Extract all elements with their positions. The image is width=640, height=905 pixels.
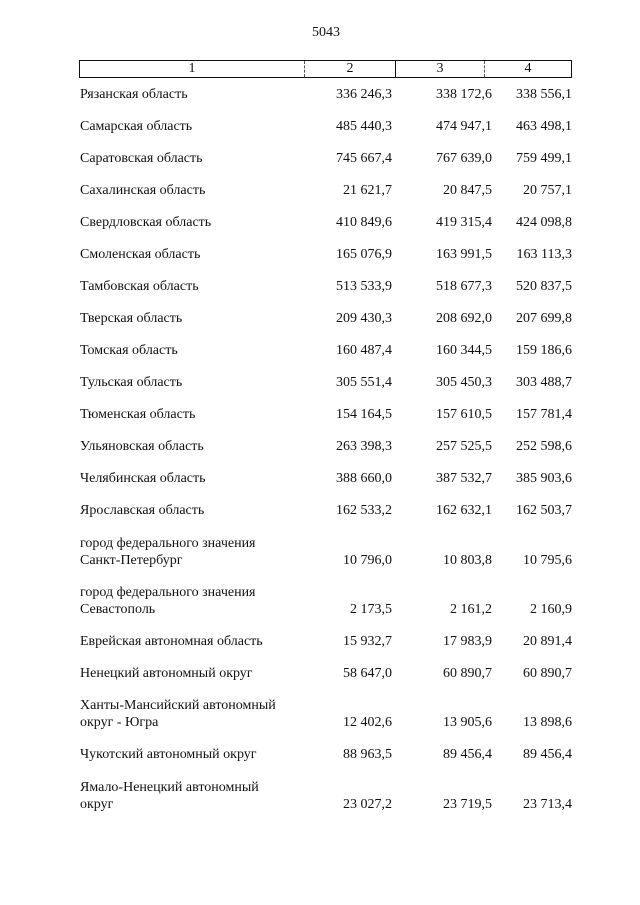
value-col-4: 207 699,8 [516, 311, 572, 326]
region-name: Ненецкий автономный округ [80, 666, 253, 681]
value-col-3: 2 161,2 [450, 602, 492, 617]
value-col-3: 23 719,5 [443, 797, 492, 812]
value-col-3: 387 532,7 [436, 471, 492, 486]
value-col-4: 89 456,4 [523, 747, 572, 762]
value-col-4: 252 598,6 [516, 439, 572, 454]
value-col-2: 10 796,0 [343, 553, 392, 568]
value-col-3: 13 905,6 [443, 715, 492, 730]
value-col-2: 336 246,3 [336, 87, 392, 102]
value-col-3: 17 983,9 [443, 634, 492, 649]
value-col-4: 10 795,6 [523, 553, 572, 568]
value-col-2: 21 621,7 [343, 183, 392, 198]
value-col-2: 2 173,5 [350, 602, 392, 617]
region-name: Сахалинская область [80, 183, 206, 198]
value-col-4: 60 890,7 [523, 666, 572, 681]
value-col-4: 163 113,3 [516, 247, 572, 262]
region-name: Тюменская область [80, 407, 196, 422]
value-col-2: 745 667,4 [336, 151, 392, 166]
value-col-4: 157 781,4 [516, 407, 572, 422]
value-col-2: 58 647,0 [343, 666, 392, 681]
value-col-3: 163 991,5 [436, 247, 492, 262]
value-col-3: 257 525,5 [436, 439, 492, 454]
value-col-3: 20 847,5 [443, 183, 492, 198]
value-col-4: 20 757,1 [523, 183, 572, 198]
column-header-1: 1 [80, 61, 305, 77]
value-col-2: 15 932,7 [343, 634, 392, 649]
column-header-3: 3 [396, 61, 485, 77]
value-col-2: 263 398,3 [336, 439, 392, 454]
value-col-4: 2 160,9 [530, 602, 572, 617]
value-col-4: 385 903,6 [516, 471, 572, 486]
value-col-4: 759 499,1 [516, 151, 572, 166]
value-col-3: 474 947,1 [436, 119, 492, 134]
value-col-3: 419 315,4 [436, 215, 492, 230]
value-col-3: 162 632,1 [436, 503, 492, 518]
region-name: Ярославская область [80, 503, 205, 518]
value-col-4: 303 488,7 [516, 375, 572, 390]
value-col-3: 208 692,0 [436, 311, 492, 326]
value-col-2: 12 402,6 [343, 715, 392, 730]
region-name: Саратовская область [80, 151, 203, 166]
region-name: Чукотский автономный округ [80, 747, 257, 762]
value-col-2: 513 533,9 [336, 279, 392, 294]
value-col-3: 89 456,4 [443, 747, 492, 762]
value-col-2: 162 533,2 [336, 503, 392, 518]
value-col-2: 485 440,3 [336, 119, 392, 134]
column-header-2: 2 [305, 61, 396, 77]
value-col-2: 388 660,0 [336, 471, 392, 486]
region-name: Тамбовская область [80, 279, 199, 294]
value-col-3: 767 639,0 [436, 151, 492, 166]
value-col-4: 162 503,7 [516, 503, 572, 518]
value-col-4: 338 556,1 [516, 87, 572, 102]
region-name: Смоленская область [80, 247, 201, 262]
value-col-3: 338 172,6 [436, 87, 492, 102]
value-col-3: 157 610,5 [436, 407, 492, 422]
value-col-4: 159 186,6 [516, 343, 572, 358]
value-col-3: 160 344,5 [436, 343, 492, 358]
value-col-4: 13 898,6 [523, 715, 572, 730]
value-col-2: 88 963,5 [343, 747, 392, 762]
value-col-2: 154 164,5 [336, 407, 392, 422]
value-col-3: 60 890,7 [443, 666, 492, 681]
value-col-2: 160 487,4 [336, 343, 392, 358]
value-col-4: 463 498,1 [516, 119, 572, 134]
column-header-4: 4 [524, 61, 532, 76]
value-col-3: 305 450,3 [436, 375, 492, 390]
value-col-3: 10 803,8 [443, 553, 492, 568]
value-col-2: 165 076,9 [336, 247, 392, 262]
region-name: Еврейская автономная область [80, 634, 263, 649]
value-col-4: 23 713,4 [523, 797, 572, 812]
value-col-2: 209 430,3 [336, 311, 392, 326]
table-header [79, 60, 572, 78]
region-name: город федерального значения Севастополь [80, 585, 256, 617]
page-number: 5043 [312, 25, 340, 40]
region-name: Челябинская область [80, 471, 206, 486]
region-name: Тверская область [80, 311, 183, 326]
region-name: Тульская область [80, 375, 183, 390]
region-name: Ямало-Ненецкий автономный округ [80, 780, 259, 812]
region-name: город федерального значения Санкт-Петербург [80, 536, 256, 568]
value-col-4: 20 891,4 [523, 634, 572, 649]
value-col-3: 518 677,3 [436, 279, 492, 294]
value-col-2: 305 551,4 [336, 375, 392, 390]
region-name: Самарская область [80, 119, 193, 134]
region-name: Томская область [80, 343, 178, 358]
value-col-2: 23 027,2 [343, 797, 392, 812]
region-name: Свердловская область [80, 215, 212, 230]
value-col-4: 424 098,8 [516, 215, 572, 230]
region-name: Рязанская область [80, 87, 188, 102]
region-name: Ульяновская область [80, 439, 204, 454]
value-col-2: 410 849,6 [336, 215, 392, 230]
region-name: Ханты-Мансийский автономный округ - Югра [80, 698, 276, 730]
value-col-4: 520 837,5 [516, 279, 572, 294]
